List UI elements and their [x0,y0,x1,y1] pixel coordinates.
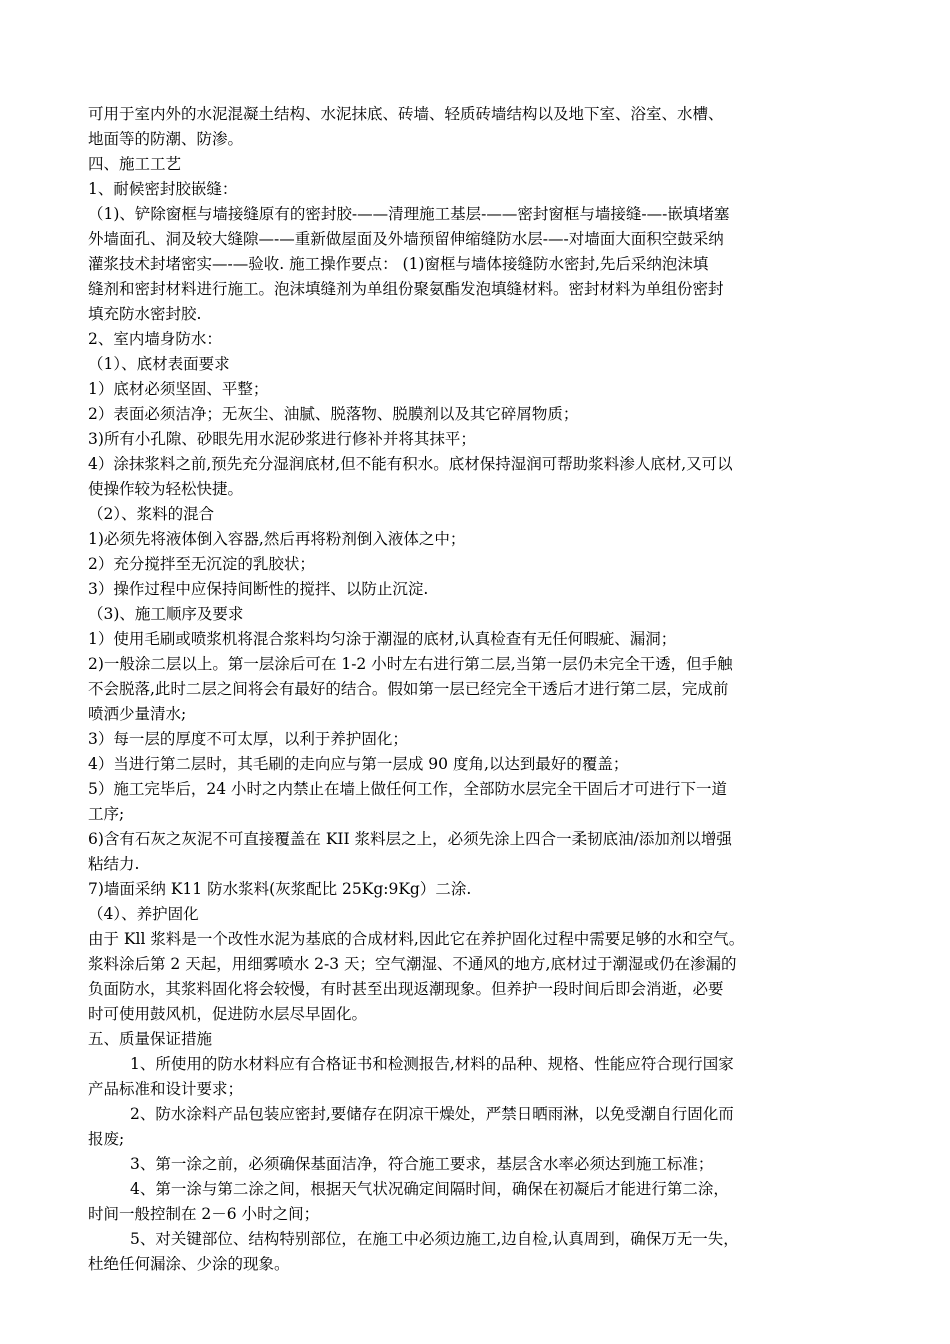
text-line: 5）施工完毕后，24 小时之内禁止在墙上做任何工作，全部防水层完全干固后才可进行下一道 [88,780,728,798]
text-line: 工序; [88,805,125,823]
text-line: 时间一般控制在 2－6 小时之间； [88,1205,320,1223]
text-line: 使操作较为轻松快捷。 [88,480,244,498]
text-line: 不会脱落,此时二层之间将会有最好的结合。假如第一层已经完全干透后才进行第二层，完成前 [88,680,729,698]
text-line: 2、防水涂料产品包装应密封,要储存在阴凉干燥处，严禁日晒雨淋，以免受潮自行固化而 [130,1105,734,1123]
text-line: 3）操作过程中应保持间断性的搅拌、以防止沉淀. [88,580,429,598]
text-line: 4、第一涂与第二涂之间，根据天气状况确定间隔时间，确保在初凝后才能进行第二涂， [130,1180,729,1198]
text-line: 可用于室内外的水泥混凝土结构、水泥抹底、砖墙、轻质砖墙结构以及地下室、浴室、水槽、 [88,105,724,123]
text-line: 杜绝任何漏涂、少涂的现象。 [88,1255,290,1273]
text-line: 1）使用毛刷或喷浆机将混合浆料均匀涂于潮湿的底材,认真检查有无任何暇疵、漏洞； [88,630,677,648]
text-line: 2）表面必须洁净；无灰尘、油腻、脱落物、脱膜剂以及其它碎屑物质； [88,405,579,423]
text-line: 7)墙面采纳 K11 防水浆料(灰浆配比 25Kg:9Kg）二涂. [88,880,472,898]
text-line: 负面防水，其浆料固化将会较慢，有时甚至出现返潮现象。但养护一段时间后即会消逝，必要 [88,980,724,998]
text-line: 1)必须先将液体倒入容器,然后再将粉剂倒入液体之中； [88,530,466,548]
text-line: （1）、底材表面要求 [88,355,230,373]
text-line: （1)、铲除窗框与墙接缝原有的密封胶-——清理施工基层-——密封窗框与墙接缝-—-嵌填堵塞 [88,205,730,223]
text-line: 由于 Kll 浆料是一个改性水泥为基底的合成材料,因此它在养护固化过程中需要足够的水和空气。 [88,930,745,948]
text-line: 2）充分搅拌至无沉淀的乳胶状； [88,555,315,573]
text-line: （3)、施工顺序及要求 [88,605,244,623]
text-line: 3)所有小孔隙、砂眼先用水泥砂浆进行修补并将其抹平； [88,430,476,448]
text-line: 产品标准和设计要求； [88,1080,244,1098]
text-line: 四、施工工艺 [88,155,182,173]
text-line: 填充防水密封胶. [88,305,202,323]
text-line: 2)一般涂二层以上。第一层涂后可在 1-2 小时左右进行第二层,当第一层仍未完全干透，但手触 [88,655,733,673]
text-line: 2、室内墙身防水： [88,330,222,348]
text-line: （4）、养护固化 [88,905,199,923]
text-line: 浆料涂后第 2 天起，用细雾喷水 2-3 天；空气潮湿、不通风的地方,底材过于潮湿或仍在渗漏的 [88,955,737,973]
document-page [88,102,888,1277]
text-line: 粘结力. [88,855,140,873]
text-line: 3、第一涂之前，必须确保基面洁净，符合施工要求，基层含水率必须达到施工标准； [130,1155,714,1173]
text-line: 1）底材必须坚固、平整； [88,380,269,398]
text-line: 5、对关键部位、结构特别部位，在施工中必须边施工,边自检,认真周到，确保万无一失， [130,1230,739,1248]
text-line: 时可使用鼓风机，促进防水层尽早固化。 [88,1005,368,1023]
text-line: 外墙面孔、洞及较大缝隙—-—重新做屋面及外墙预留伸缩缝防水层-—-对墙面大面积空鼓采纳 [88,230,724,248]
text-line: 1、耐候密封胶嵌缝： [88,180,238,198]
text-line: 缝剂和密封材料进行施工。泡沫填缝剂为单组份聚氨酯发泡填缝材料。密封材料为单组份密封 [88,280,724,298]
text-line: 1、所使用的防水材料应有合格证书和检测报告,材料的品种、规格、性能应符合现行国家 [130,1055,734,1073]
text-line: 五、质量保证措施 [88,1030,213,1048]
text-line: 喷洒少量清水; [88,705,187,723]
text-line: 4）涂抹浆料之前,预先充分湿润底材,但不能有积水。底材保持湿润可帮助浆料渗人底材,又可以 [88,455,733,473]
text-line: 地面等的防潮、防渗。 [88,130,244,148]
text-line: 灌浆技术封堵密实—-—验收. 施工操作要点： (1)窗框与墙体接缝防水密封,先后采纳泡沫填 [88,255,709,273]
text-line: 6)含有石灰之灰泥不可直接覆盖在 KII 浆料层之上，必须先涂上四合一柔韧底油/添加剂以增强 [88,830,732,848]
text-line: 4）当进行第二层时，其毛刷的走向应与第一层成 90 度角,以达到最好的覆盖； [88,755,629,773]
text-line: （2）、浆料的混合 [88,505,215,523]
text-line: 3）每一层的厚度不可太厚，以利于养护固化； [88,730,408,748]
text-line: 报废; [88,1130,125,1148]
